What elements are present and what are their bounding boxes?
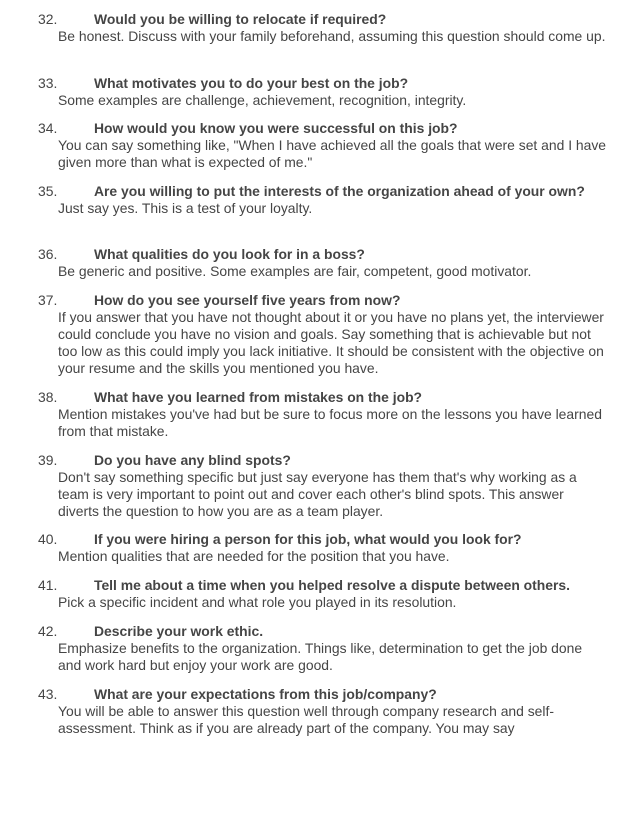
qa-item-40 <box>0 531 638 565</box>
qa-item-32 <box>0 11 638 45</box>
answer-text: Be honest. Discuss with your family beforehand, assuming this question should come up. <box>58 28 606 44</box>
question-text: If you were hiring a person for this job, what would you look for? <box>94 531 522 547</box>
qa-item-42 <box>0 623 638 674</box>
item-number: 37. <box>38 292 58 308</box>
answer-text: Emphasize benefits to the organization. Things like, determination to get the job done and work hard but enjoy your work are good. <box>58 640 583 673</box>
qa-item-37 <box>0 292 638 377</box>
answer-text: Be generic and positive. Some examples are fair, competent, good motivator. <box>58 263 532 279</box>
answer-text: Mention mistakes you've had but be sure to focus more on the lessons you have learned from that mistake. <box>58 406 602 439</box>
qa-item-35 <box>0 183 638 217</box>
question-text: What are your expectations from this job/company? <box>94 686 437 702</box>
item-number: 39. <box>38 452 58 468</box>
item-number: 40. <box>38 531 58 547</box>
question-text: What have you learned from mistakes on the job? <box>94 389 423 405</box>
item-number: 41. <box>38 577 58 593</box>
item-number: 43. <box>38 686 58 702</box>
answer-text: Pick a specific incident and what role you played in its resolution. <box>58 594 457 610</box>
item-number: 34. <box>38 120 58 136</box>
qa-item-34 <box>0 120 638 171</box>
qa-item-41 <box>0 577 638 611</box>
qa-item-43 <box>0 686 638 737</box>
question-text: What qualities do you look for in a boss? <box>94 246 365 262</box>
question-text: What motivates you to do your best on the job? <box>94 75 409 91</box>
qa-item-38 <box>0 389 638 440</box>
answer-text: Some examples are challenge, achievement, recognition, integrity. <box>58 92 467 108</box>
qa-item-36 <box>0 246 638 280</box>
answer-text: You can say something like, "When I have achieved all the goals that were set and I have given more than what is expected of me." <box>58 137 607 170</box>
question-text: Would you be willing to relocate if required? <box>94 11 387 27</box>
question-text: How do you see yourself five years from now? <box>94 292 401 308</box>
answer-text: Mention qualities that are needed for the position that you have. <box>58 548 450 564</box>
item-number: 35. <box>38 183 58 199</box>
question-text: Tell me about a time when you helped resolve a dispute between others. <box>94 577 570 593</box>
answer-text: If you answer that you have not thought about it or you have no plans yet, the interviewer could conclude you have no vision and goals. Say something that is achievable but not too low as this could imply you lack initiative. It should be consistent with the objective on your resume and the skills you mentioned you have. <box>58 309 604 376</box>
question-text: How would you know you were successful on this job? <box>94 120 458 136</box>
question-text: Do you have any blind spots? <box>94 452 291 468</box>
question-text: Describe your work ethic. <box>94 623 264 639</box>
answer-text: Just say yes. This is a test of your loyalty. <box>58 200 313 216</box>
item-number: 38. <box>38 389 58 405</box>
qa-item-33 <box>0 75 638 109</box>
item-number: 42. <box>38 623 58 639</box>
answer-text: You will be able to answer this question well through company research and self-assessment. Think as if you are already part of the company. You may say <box>58 703 554 736</box>
item-number: 36. <box>38 246 58 262</box>
answer-text: Don't say something specific but just say everyone has them that's why working as a team is very important to point out and cover each other's blind spots. This answer diverts the question to how you are as a team player. <box>58 469 577 519</box>
question-text: Are you willing to put the interests of the organization ahead of your own? <box>94 183 585 199</box>
item-number: 32. <box>38 11 58 27</box>
item-number: 33. <box>38 75 58 91</box>
qa-item-39 <box>0 452 638 520</box>
